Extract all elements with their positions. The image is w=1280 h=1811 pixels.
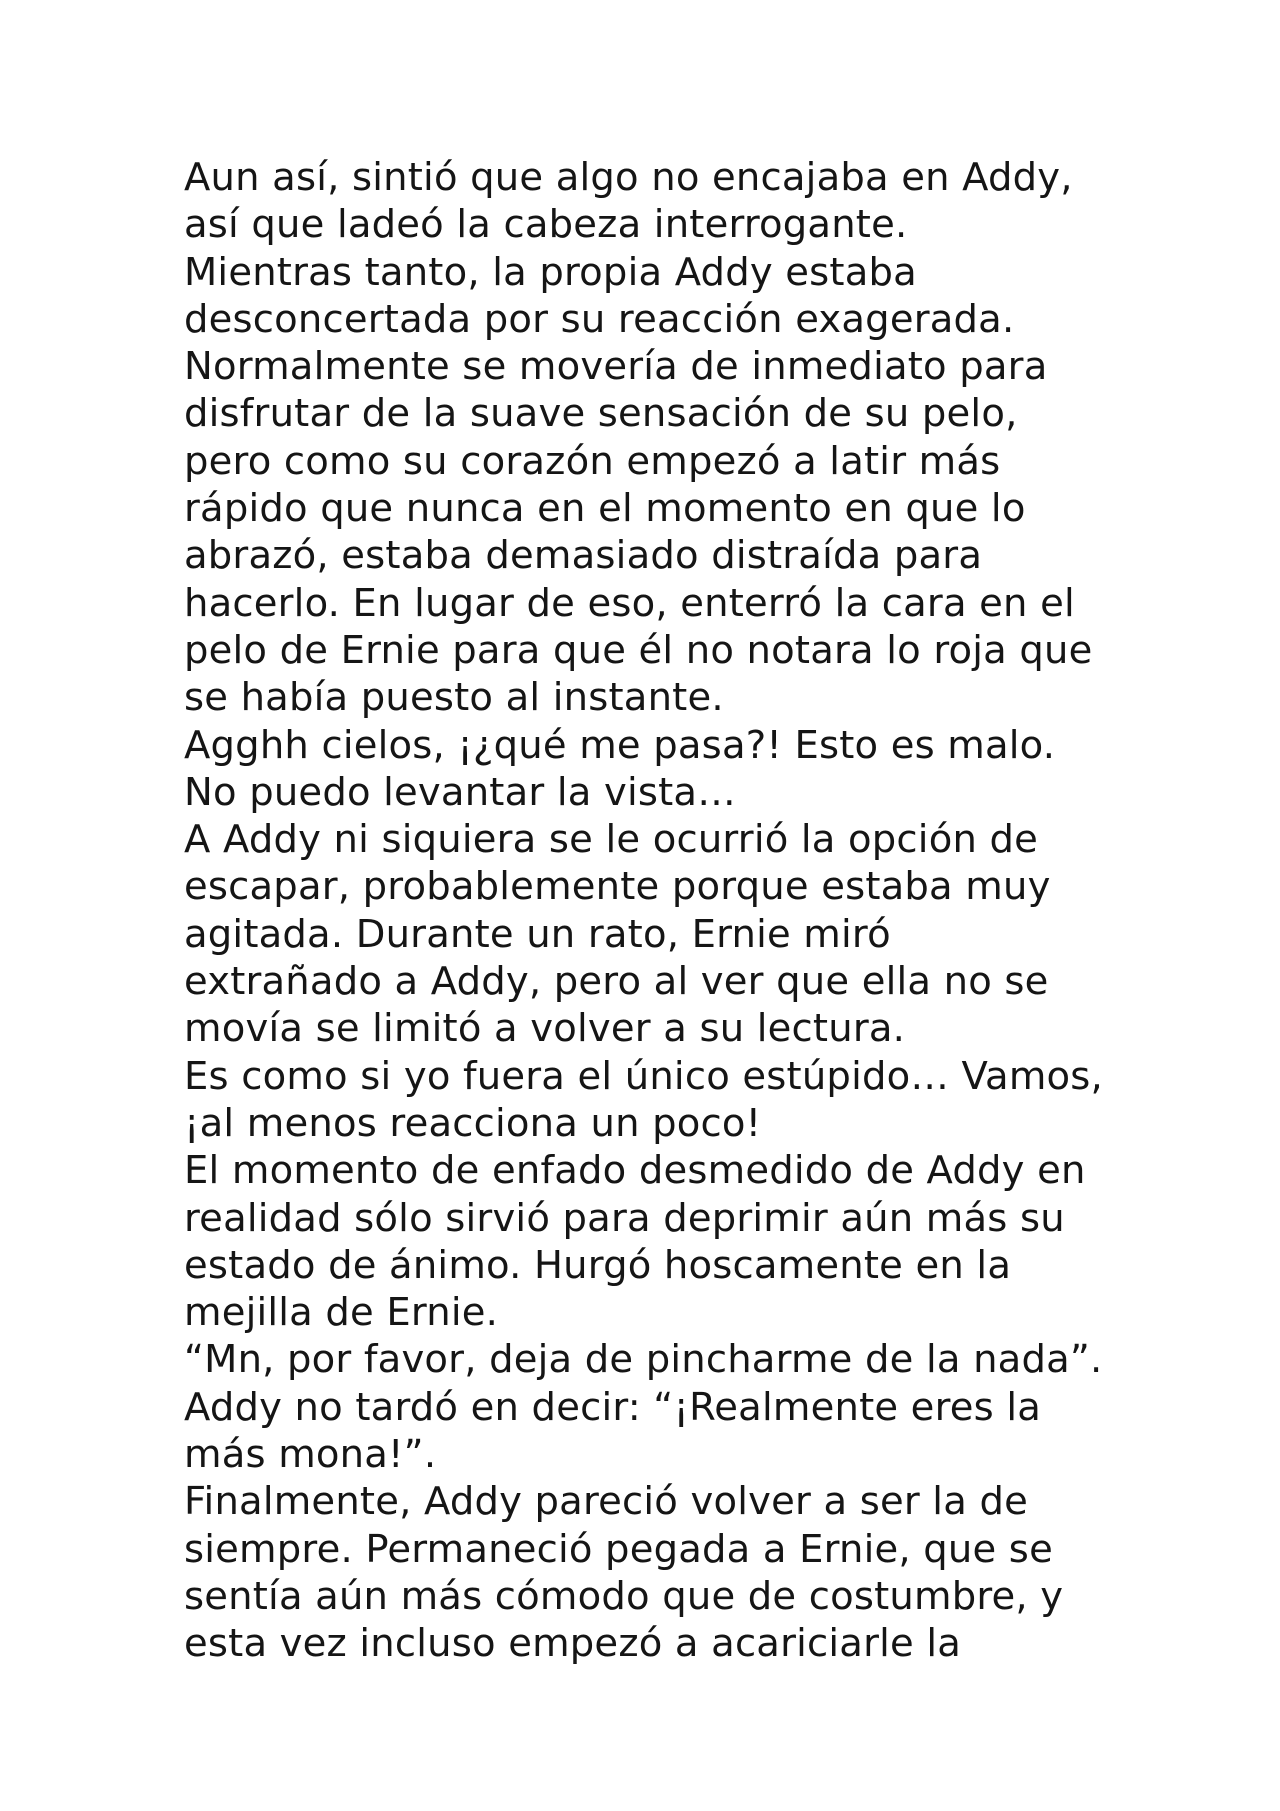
text-line: sentía aún más cómodo que de costumbre, y (184, 1573, 1064, 1619)
text-line: más mona!”. (184, 1432, 437, 1478)
text-line: Agghh cielos, ¡¿qué me pasa?! Esto es malo. (184, 722, 1056, 768)
body-text (184, 154, 1124, 1668)
text-line: pero como su corazón empezó a latir más (184, 438, 1001, 484)
text-line: rápido que nunca en el momento en que lo (184, 486, 1026, 532)
text-line: esta vez incluso empezó a acariciarle la (184, 1621, 962, 1667)
text-line: Normalmente se movería de inmediato para (184, 344, 1048, 390)
text-line: agitada. Durante un rato, Ernie miró (184, 911, 891, 957)
text-line: mejilla de Ernie. (184, 1290, 499, 1336)
text-line: movía se limitó a volver a su lectura. (184, 1006, 906, 1052)
text-line: “Mn, por favor, deja de pincharme de la nada”. (184, 1337, 1103, 1383)
text-line: ¡al menos reacciona un poco! (184, 1100, 762, 1146)
text-line: estado de ánimo. Hurgó hoscamente en la (184, 1242, 1012, 1288)
text-line: escapar, probablemente porque estaba muy (184, 864, 1051, 910)
text-line: disfrutar de la suave sensación de su pelo, (184, 391, 1018, 437)
text-line: A Addy ni siquiera se le ocurrió la opción de (184, 817, 1039, 863)
text-line: Addy no tardó en decir: “¡Realmente eres la (184, 1384, 1042, 1430)
text-line: Es como si yo fuera el único estúpido… Vamos, (184, 1053, 1103, 1099)
text-line: Mientras tanto, la propia Addy estaba (184, 249, 917, 295)
text-line: extrañado a Addy, pero al ver que ella no se (184, 959, 1049, 1005)
text-line: abrazó, estaba demasiado distraída para (184, 533, 983, 579)
text-line: realidad sólo sirvió para deprimir aún más su (184, 1195, 1065, 1241)
text-line: siempre. Permaneció pegada a Ernie, que se (184, 1526, 1053, 1572)
text-line: hacerlo. En lugar de eso, enterró la cara en el (184, 580, 1075, 626)
text-line: No puedo levantar la vista… (184, 769, 736, 815)
text-line: pelo de Ernie para que él no notara lo roja que (184, 627, 1093, 673)
text-line: así que ladeó la cabeza interrogante. (184, 202, 908, 248)
text-line: desconcertada por su reacción exagerada. (184, 296, 1015, 342)
text-line: Finalmente, Addy pareció volver a ser la de (184, 1479, 1028, 1525)
text-line: se había puesto al instante. (184, 675, 724, 721)
text-line: El momento de enfado desmedido de Addy en (184, 1148, 1086, 1194)
text-line: Aun así, sintió que algo no encajaba en Addy, (184, 155, 1073, 200)
